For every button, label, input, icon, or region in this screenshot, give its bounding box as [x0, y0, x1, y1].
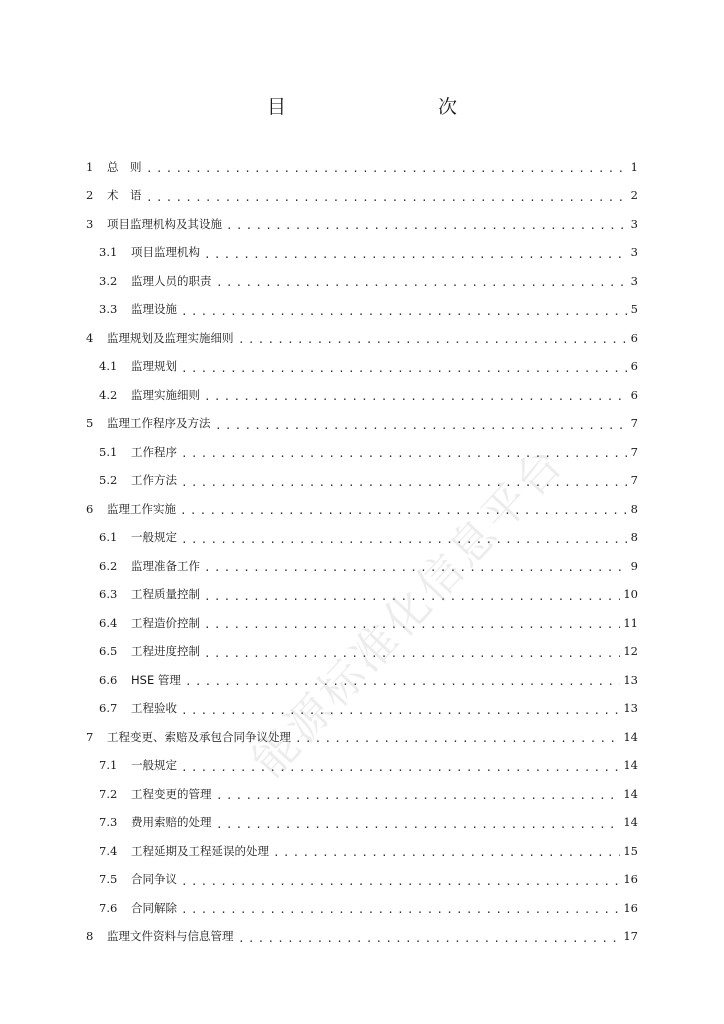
- toc-entry-title: 工程进度控制: [131, 646, 204, 658]
- toc-entry-page: 5: [628, 304, 638, 316]
- toc-entry-number: 6.1: [99, 530, 118, 544]
- toc-entry-number: 3.2: [99, 273, 118, 288]
- toc-entry-number: 6.2: [99, 558, 118, 573]
- toc-entry[interactable]: [0, 666, 724, 695]
- toc-entry[interactable]: [0, 267, 724, 296]
- toc-dot-leader: [216, 277, 638, 287]
- toc-entry-page: 11: [620, 618, 638, 630]
- toc-entry-page: 9: [628, 561, 638, 573]
- toc-entry-page: 12: [620, 646, 638, 658]
- toc-entry-number: 6.7: [99, 701, 118, 715]
- toc-entry-title: 监理实施细则: [131, 390, 204, 402]
- toc-entry[interactable]: [0, 723, 724, 752]
- toc-entry-title: 合同解除: [131, 903, 181, 915]
- toc-dot-leader: [181, 876, 638, 886]
- toc-dot-leader: [238, 334, 638, 344]
- toc-entry-number: 7: [86, 729, 94, 744]
- toc-entry-title: 一般规定: [131, 532, 181, 544]
- toc-entry-title: 总 则: [107, 162, 146, 174]
- toc-entry-title: 监理人员的职责: [131, 276, 216, 288]
- toc-dot-leader: [146, 163, 638, 173]
- toc-entry-page: 10: [620, 589, 638, 601]
- watermark: 能源标准化信息平台: [243, 436, 575, 788]
- toc-dot-leader: [273, 847, 638, 857]
- toc-dot-leader: [295, 733, 638, 743]
- toc-entry-number: 6.4: [99, 615, 118, 630]
- toc-entry[interactable]: [0, 410, 724, 439]
- toc-dot-leader: [181, 306, 638, 316]
- toc-entry[interactable]: [0, 467, 724, 496]
- toc-entry-number: 6.5: [99, 644, 118, 658]
- toc-entry-number: 7.4: [99, 843, 118, 858]
- toc-entry-number: 6.6: [99, 672, 118, 687]
- toc-entry-title: 项目监理机构: [131, 247, 204, 259]
- toc-entry[interactable]: [0, 581, 724, 610]
- toc-entry[interactable]: [0, 552, 724, 581]
- toc-entry-title: 工程延期及工程延误的处理: [131, 846, 273, 858]
- toc-dot-leader: [181, 762, 638, 772]
- toc-dot-leader: [216, 790, 638, 800]
- toc-entry-title: HSE 管理: [131, 675, 185, 687]
- toc-dot-leader: [204, 648, 638, 658]
- toc-dot-leader: [226, 220, 638, 230]
- toc-entry[interactable]: [0, 324, 724, 353]
- toc-dot-leader: [185, 676, 638, 686]
- toc-entry[interactable]: [0, 780, 724, 809]
- toc-entry-number: 2: [86, 188, 94, 202]
- toc-entry-page: 16: [620, 903, 638, 915]
- toc-dot-leader: [216, 819, 638, 829]
- toc-dot-leader: [181, 363, 638, 373]
- toc-entry-page: 3: [628, 219, 638, 231]
- toc-entry-title: 监理设施: [131, 304, 181, 316]
- page-title: 目 次: [266, 96, 495, 118]
- toc-entry[interactable]: [0, 695, 724, 724]
- toc-entry[interactable]: [0, 866, 724, 895]
- toc-entry-page: 7: [628, 475, 638, 487]
- toc-entry-title: 监理规划: [131, 361, 181, 373]
- toc-entry-title: 监理工作程序及方法: [107, 418, 215, 430]
- toc-entry[interactable]: [0, 923, 724, 952]
- toc-entry-number: 3.1: [99, 245, 118, 259]
- toc-entry-title: 监理文件资料与信息管理: [107, 931, 238, 943]
- toc-entry-page: 8: [628, 532, 638, 544]
- toc-entry-page: 14: [620, 789, 638, 801]
- toc-entry-number: 7.5: [99, 872, 118, 886]
- toc-entry[interactable]: [0, 524, 724, 553]
- toc-entry[interactable]: [0, 153, 724, 182]
- toc-entry-page: 6: [628, 361, 638, 373]
- toc-entry-title: 监理工作实施: [107, 504, 180, 516]
- toc-entry[interactable]: [0, 296, 724, 325]
- table-of-contents: [0, 153, 724, 951]
- toc-entry-number: 7.1: [99, 758, 118, 772]
- toc-dot-leader: [215, 420, 638, 430]
- toc-entry-title: 工程变更、索赔及承包合同争议处理: [107, 732, 295, 744]
- toc-entry-number: 4.2: [99, 387, 118, 402]
- toc-dot-leader: [181, 705, 638, 715]
- toc-entry-page: 8: [628, 504, 638, 516]
- toc-dot-leader: [204, 562, 638, 572]
- toc-entry[interactable]: [0, 239, 724, 268]
- toc-entry-page: 7: [628, 447, 638, 459]
- toc-entry-page: 6: [628, 333, 638, 345]
- toc-entry-title: 术 语: [107, 190, 146, 202]
- toc-entry-page: 2: [628, 190, 638, 202]
- toc-entry-number: 3: [86, 216, 94, 231]
- toc-entry-title: 一般规定: [131, 760, 181, 772]
- toc-entry-number: 5.1: [99, 444, 118, 459]
- toc-entry-page: 1: [628, 162, 638, 174]
- toc-entry-number: 1: [86, 159, 94, 174]
- toc-entry-page: 6: [628, 390, 638, 402]
- toc-entry-number: 8: [86, 929, 94, 943]
- toc-entry-number: 7.3: [99, 815, 118, 829]
- toc-dot-leader: [204, 391, 638, 401]
- toc-entry-title: 费用索赔的处理: [131, 817, 216, 829]
- toc-entry[interactable]: [0, 752, 724, 781]
- toc-entry[interactable]: [0, 381, 724, 410]
- toc-entry-number: 5.2: [99, 473, 118, 487]
- toc-entry-number: 7.6: [99, 900, 118, 915]
- toc-entry-page: 15: [620, 846, 638, 858]
- toc-entry-page: 13: [620, 703, 638, 715]
- toc-entry[interactable]: [0, 182, 724, 211]
- toc-dot-leader: [181, 477, 638, 487]
- toc-entry[interactable]: [0, 210, 724, 239]
- toc-entry[interactable]: [0, 809, 724, 838]
- toc-entry[interactable]: [0, 609, 724, 638]
- toc-dot-leader: [204, 249, 638, 259]
- toc-entry-title: 工程变更的管理: [131, 789, 216, 801]
- toc-entry-title: 工作方法: [131, 475, 181, 487]
- toc-entry-number: 4: [86, 330, 94, 345]
- toc-entry-title: 监理准备工作: [131, 561, 204, 573]
- toc-entry-number: 3.3: [99, 302, 118, 316]
- toc-entry-page: 16: [620, 874, 638, 886]
- toc-dot-leader: [181, 534, 638, 544]
- toc-entry-title: 工作程序: [131, 447, 181, 459]
- toc-entry-title: 工程质量控制: [131, 589, 204, 601]
- toc-dot-leader: [180, 505, 638, 515]
- toc-entry[interactable]: [0, 495, 724, 524]
- toc-entry-number: 5: [86, 416, 94, 430]
- toc-entry-page: 14: [620, 732, 638, 744]
- toc-entry[interactable]: [0, 894, 724, 923]
- toc-entry-title: 工程验收: [131, 703, 181, 715]
- toc-entry-title: 项目监理机构及其设施: [107, 219, 226, 231]
- toc-entry-page: 3: [628, 276, 638, 288]
- toc-entry-page: 13: [620, 675, 638, 687]
- toc-entry-title: 合同争议: [131, 874, 181, 886]
- toc-entry-number: 7.2: [99, 786, 118, 801]
- toc-entry-number: 6: [86, 501, 94, 516]
- toc-dot-leader: [238, 933, 638, 943]
- toc-entry-page: 17: [620, 931, 638, 943]
- toc-entry-title: 工程造价控制: [131, 618, 204, 630]
- toc-dot-leader: [146, 192, 638, 202]
- toc-dot-leader: [181, 904, 638, 914]
- toc-dot-leader: [181, 448, 638, 458]
- toc-entry-title: 监理规划及监理实施细则: [107, 333, 238, 345]
- toc-entry-page: 3: [628, 247, 638, 259]
- toc-entry[interactable]: [0, 353, 724, 382]
- toc-entry-page: 7: [628, 418, 638, 430]
- toc-entry[interactable]: [0, 837, 724, 866]
- toc-entry-number: 4.1: [99, 359, 118, 373]
- toc-dot-leader: [204, 591, 638, 601]
- toc-entry-page: 14: [620, 760, 638, 772]
- toc-dot-leader: [204, 619, 638, 629]
- toc-entry-number: 6.3: [99, 587, 118, 601]
- toc-entry[interactable]: [0, 438, 724, 467]
- toc-entry-page: 14: [620, 817, 638, 829]
- toc-entry[interactable]: [0, 638, 724, 667]
